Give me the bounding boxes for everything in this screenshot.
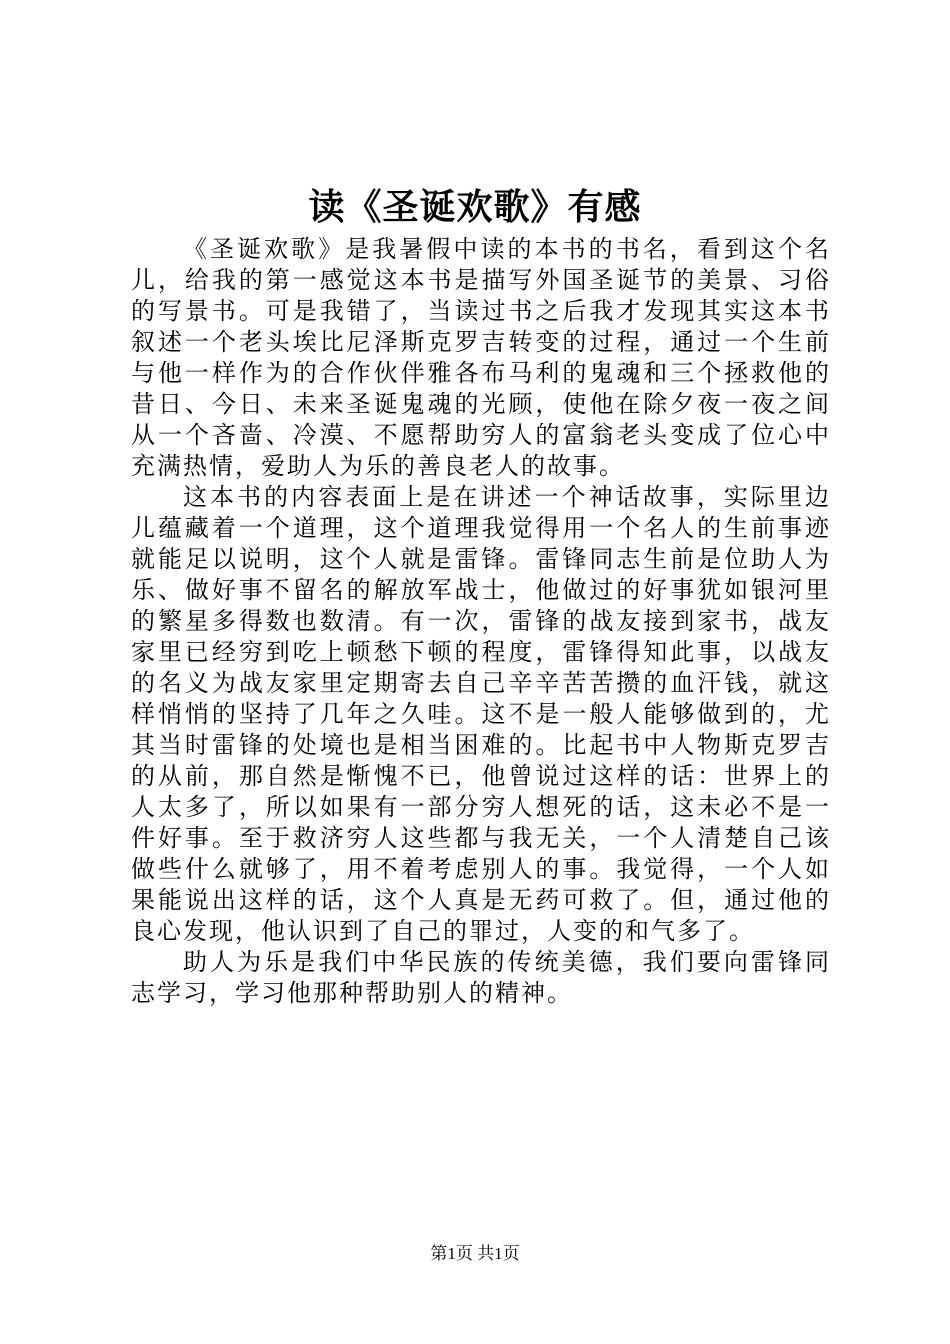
paragraph-1: 《圣诞欢歌》是我暑假中读的本书的书名，看到这个名儿，给我的第一感觉这本书是描写外国圣诞节的美景、习俗的写景书。可是我错了，当读过书之后我才发现其实这本书叙述一个老头埃比尼泽斯克罗吉转变的过程，通过一个生前与他一样作为的合作伙伴雅各布马利的鬼魂和三个拯救他的昔日、今日、未来圣诞鬼魂的光顾，使他在除夕夜一夜之间从一个吝啬、冷漠、不愿帮助穷人的富翁老头变成了位心中充满热情，爱助人为乐的善良老人的故事。 <box>131 235 831 480</box>
document-body <box>131 234 831 1009</box>
document-title: 读《圣诞欢歌》有感 <box>308 187 642 228</box>
paragraph-3: 助人为乐是我们中华民族的传统美德，我们要向雷锋同志学习，学习他那种帮助别人的精神。 <box>131 948 831 1007</box>
page-footer: 第1页 共1页 <box>430 1244 520 1263</box>
paragraph-2: 这本书的内容表面上是在讲述一个神话故事，实际里边儿蕴藏着一个道理，这个道理我觉得用一个名人的生前事迹就能足以说明，这个人就是雷锋。雷锋同志生前是位助人为乐、做好事不留名的解放军战士，他做过的好事犹如银河里的繁星多得数也数清。有一次，雷锋的战友接到家书，战友家里已经穷到吃上顿愁下顿的程度，雷锋得知此事，以战友的名义为战友家里定期寄去自己辛辛苦苦攒的血汗钱，就这样悄悄的坚持了几年之久哇。这不是一般人能够做到的，尤其当时雷锋的处境也是相当困难的。比起书中人物斯克罗吉的从前，那自然是惭愧不已，他曾说过这样的话：世界上的人太多了，所以如果有一部分穷人想死的话，这未必不是一件好事。至于救济穷人这些都与我无关，一个人清楚自己该做些什么就够了，用不着考虑别人的事。我觉得，一个人如果能说出这样的话，这个人真是无药可救了。但，通过他的良心发现，他认识到了自己的罪过，人变的和气多了。 <box>131 483 831 945</box>
